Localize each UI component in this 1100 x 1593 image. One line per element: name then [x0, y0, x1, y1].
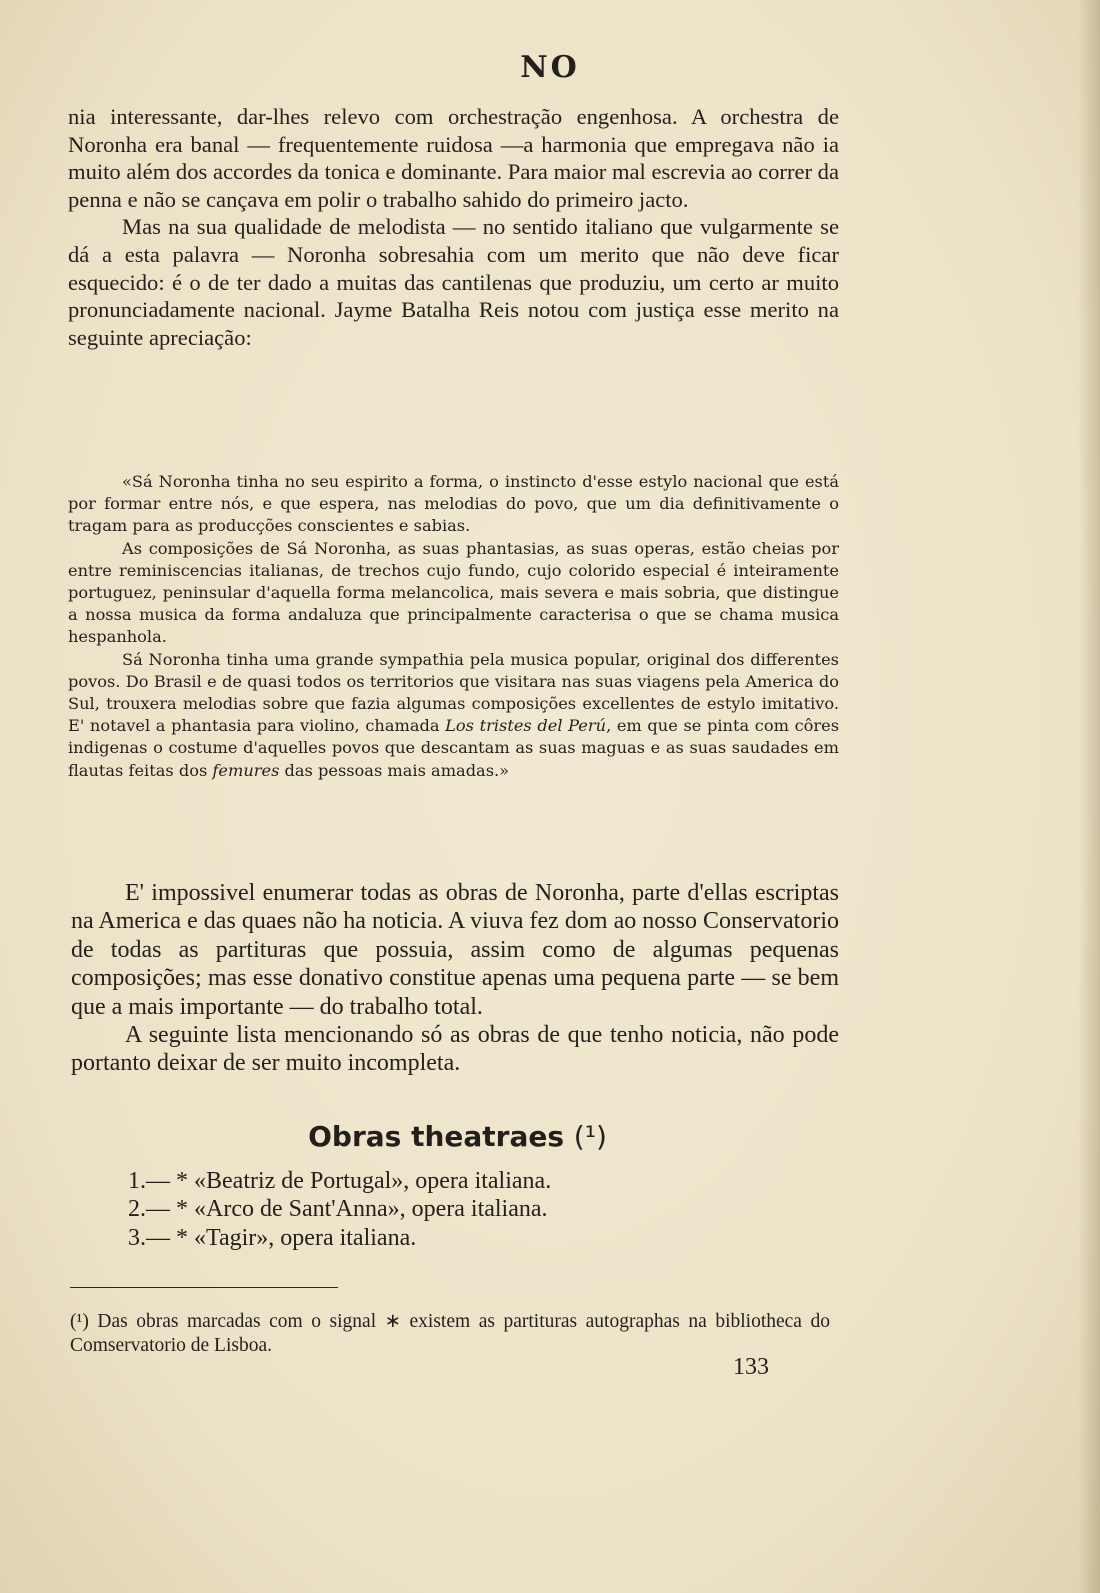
main-paragraph-2: Mas na sua qualidade de melodista — no sentido italiano que vulgarmente se dá a esta palavra — Noronha sobresahia com um merito que não deve ficar esquecido: é o de ter dado a muitas das cantilenas que produziu, um certo ar muito pronunciadamente nacional. Jayme Batalha Reis notou com justiça esse merito na seguinte apreciação: [68, 214, 839, 350]
after-paragraph-2: A seguinte lista mencionando só as obras de que tenho noticia, não pode portanto deixar de ser muito incompleta. [71, 1022, 839, 1077]
section-heading-footnote-ref: (¹) [573, 1120, 607, 1153]
block-quote [68, 471, 839, 782]
quote-paragraph-3-part-c: das pessoas mais amadas.» [279, 760, 510, 780]
page-edge-shadow [1078, 0, 1100, 1593]
page-number: 133 [733, 1354, 769, 1380]
quote-work-title: Los tristes del Perú [445, 716, 607, 736]
after-paragraph-1: E' impossivel enumerar todas as obras de Noronha, parte d'ellas escriptas na America e das quaes não ha noticia. A viuva fez dom ao nosso Conservatorio de todas as partituras que possuia, assim como de algumas pequenas composições; mas esse donativo constitue apenas uma pequena parte — se bem que a mais importante — do trabalho total. [71, 880, 839, 1020]
section-heading-text: Obras theatraes [308, 1120, 565, 1153]
after-quote-text [71, 879, 839, 1078]
footnote [70, 1310, 830, 1358]
list-item: 2.— * «Arco de Sant'Anna», opera italiana. [128, 1196, 548, 1223]
quote-paragraph-3 [68, 649, 839, 782]
main-paragraph-1: nia interessante, dar-lhes relevo com orchestração engenhosa. A orchestra de Noronha era banal — frequentemente ruidosa —a harmonia que empregava não ia muito além dos accordes da tonica e dominante. Para maior mal escrevia ao correr da penna e não se cançava em polir o trabalho sahido do primeiro jacto. [68, 104, 840, 212]
quote-paragraph-3-part-a: Sá Noronha tinha uma grande sympathia pela musica popular, original dos differentes povos. Do Brasil e de quasi todos os territorios que visitara nas suas viagens pela America do Sul, trouxera melodias sobre que fazia algumas composições excellentes de estylo imitativo. E' notavel a phantasia para violino, chamada [68, 649, 839, 736]
footnote-marker: (¹) [70, 1311, 89, 1332]
section-heading [0, 1120, 915, 1153]
footnote-divider [70, 1287, 338, 1288]
footnote-text: Das obras marcadas com o signal ∗ existem as partituras autographas na bibliotheca do Comservatorio de Lisboa. [70, 1311, 830, 1356]
list-item: 3.— * «Tagir», opera italiana. [128, 1224, 417, 1251]
quote-italic-word: femures [212, 760, 280, 780]
quote-paragraph-3-part-b: , em que se pinta com côres indigenas o costume d'aquelles povos que descantam as suas maguas e as suas saudades em flautas feitas dos [68, 716, 840, 780]
main-text [68, 103, 839, 351]
quote-paragraph-2: As composições de Sá Noronha, as suas phantasias, as suas operas, estão cheias por entre reminiscencias italianas, de trechos cujo fundo, cujo colorido especial é inteiramente portuguez, peninsular d'aquella forma melancolica, mais severa e mais sobria, que distingue a nossa musica da forma andaluza que principalmente caracterisa o que se chama musica hespanhola. [68, 538, 839, 647]
quote-paragraph-1: «Sá Noronha tinha no seu espirito a forma, o instincto d'esse estylo nacional que está por formar entre nós, e que espera, nas melodias do povo, que um dia definitivamente o tragam para as producções conscientes e sabias. [68, 472, 839, 536]
list-item: 1.— * «Beatriz de Portugal», opera italiana. [128, 1168, 552, 1194]
running-head: NO [520, 50, 580, 85]
works-list [128, 1167, 828, 1252]
